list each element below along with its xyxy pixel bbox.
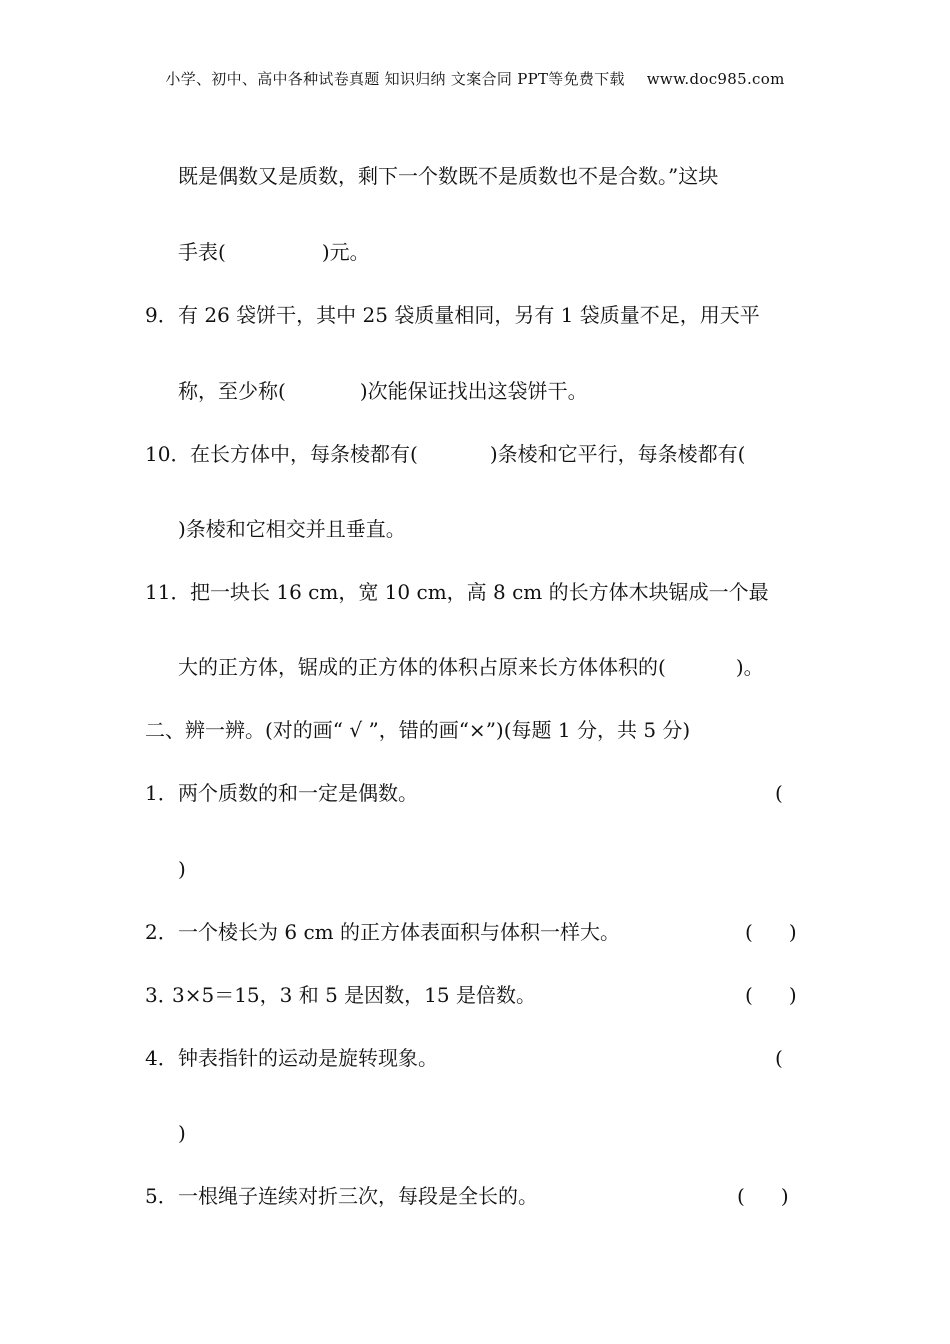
judge-1-paren-open[interactable]: ( bbox=[775, 781, 783, 805]
q9-line2: 称，至少称( )次能保证找出这袋饼干。 bbox=[178, 379, 588, 403]
judge-1-text: 两个质数的和一定是偶数。 bbox=[178, 781, 418, 805]
section-title: 二、辨一辨。(对的画“ √ ”，错的画“×”)(每题 1 分，共 5 分) bbox=[145, 718, 691, 742]
judge-2-number: 2． bbox=[145, 920, 178, 944]
q10-number: 10． bbox=[145, 442, 191, 466]
q9-line1: 有 26 袋饼干，其中 25 袋质量相同，另有 1 袋质量不足，用天平 bbox=[178, 303, 760, 327]
q11-number: 11． bbox=[145, 580, 191, 604]
judge-5-answer[interactable]: ( ) bbox=[737, 1184, 789, 1208]
judge-4-number: 4． bbox=[145, 1046, 178, 1070]
q9-number: 9． bbox=[145, 303, 178, 327]
judge-2-answer[interactable]: ( ) bbox=[745, 920, 797, 944]
q11-line1: 把一块长 16 cm，宽 10 cm，高 8 cm 的长方体木块锯成一个最 bbox=[190, 580, 769, 604]
judge-1-paren-close: ) bbox=[178, 857, 186, 881]
judge-4-paren-open[interactable]: ( bbox=[775, 1046, 783, 1070]
judge-4-text: 钟表指针的运动是旋转现象。 bbox=[178, 1046, 438, 1070]
judge-3-answer[interactable]: ( ) bbox=[745, 983, 797, 1007]
judge-2-text: 一个棱长为 6 cm 的正方体表面积与体积一样大。 bbox=[178, 920, 620, 944]
judge-5-number: 5． bbox=[145, 1184, 178, 1208]
page-header bbox=[0, 68, 950, 89]
header-url: www.doc985.com bbox=[646, 70, 785, 88]
judge-4-paren-close: ) bbox=[178, 1121, 186, 1145]
judge-3-text: 3×5＝15，3 和 5 是因数，15 是倍数。 bbox=[172, 983, 536, 1007]
q8-line2: 手表( )元。 bbox=[178, 240, 370, 264]
header-text: 小学、初中、高中各种试卷真题 知识归纳 文案合同 PPT等免费下载 bbox=[165, 70, 625, 88]
judge-1-number: 1． bbox=[145, 781, 178, 805]
judge-3-number: 3． bbox=[145, 983, 178, 1007]
q8-line1: 既是偶数又是质数，剩下一个数既不是质数也不是合数。”这块 bbox=[178, 164, 719, 188]
judge-5-text: 一根绳子连续对折三次，每段是全长的。 bbox=[178, 1184, 538, 1208]
q11-line2: 大的正方体，锯成的正方体的体积占原来长方体体积的( )。 bbox=[178, 655, 764, 679]
q10-line2: )条棱和它相交并且垂直。 bbox=[178, 517, 406, 541]
q10-line1: 在长方体中，每条棱都有( )条棱和它平行，每条棱都有( bbox=[190, 442, 746, 466]
